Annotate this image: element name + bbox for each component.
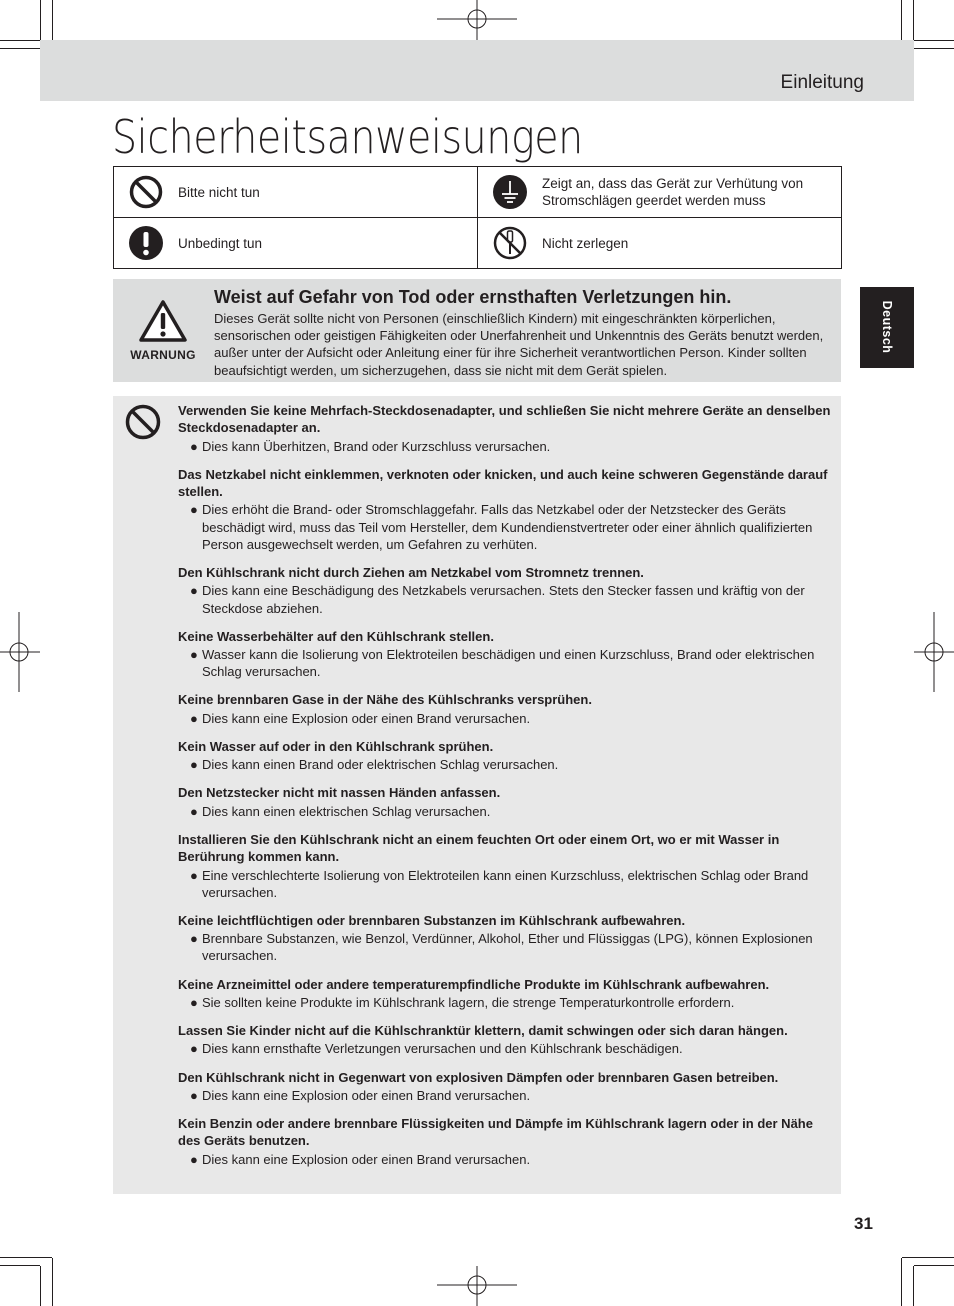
registration-mark-left [0, 612, 40, 692]
rule-heading: Den Netzstecker nicht mit nassen Händen anfassen. [178, 785, 501, 801]
rule-bullet-text: Dies kann einen elektrischen Schlag verursachen. [202, 803, 491, 819]
registration-mark-right [914, 612, 954, 692]
warning-heading: Weist auf Gefahr von Tod oder ernsthaften Verletzungen hin. [214, 287, 732, 307]
warning-box [113, 279, 841, 382]
rule-bullet [178, 994, 838, 1011]
rule-item [178, 912, 838, 965]
rule-item [178, 976, 838, 1012]
bullet-dot: ● [190, 757, 198, 773]
rule-bullet [178, 756, 838, 773]
rule-bullet-text: Dies kann eine Explosion oder einen Brand verursachen. [202, 1151, 531, 1167]
rule-item [178, 784, 838, 820]
rule-item [178, 628, 838, 681]
page-number: 31 [854, 1214, 873, 1233]
symbol-label: Bitte nicht tun [178, 184, 260, 200]
bullet-dot: ● [190, 803, 198, 819]
rule-bullet-text: Eine verschlechterte Isolierung von Elektroteilen kann einen Kurzschluss, elektrischen Schlag oder Brand verursachen. [202, 867, 809, 900]
bullet-dot: ● [190, 1151, 198, 1167]
rule-heading: Kein Benzin oder andere brennbare Flüssigkeiten und Dämpfe im Kühlschrank lagern oder in der Nähe des Geräts benutzen. [178, 1116, 813, 1149]
prohibition-icon [125, 404, 161, 440]
rule-bullet [178, 1151, 838, 1168]
rule-bullet [178, 438, 838, 455]
page-title: Sicherheitsanweisungen [112, 110, 583, 164]
no-disassembly-icon [493, 226, 527, 260]
bullet-dot: ● [190, 1041, 198, 1057]
bullet-dot: ● [190, 994, 198, 1010]
rule-bullet-text: Dies kann einen Brand oder elektrischen Schlag verursachen. [202, 757, 559, 773]
symbol-cell [478, 167, 842, 218]
bullet-dot: ● [190, 502, 198, 518]
rule-bullet [178, 930, 838, 964]
bullet-dot: ● [190, 438, 198, 454]
rule-bullet [178, 1087, 838, 1104]
rule-heading: Lassen Sie Kinder nicht auf die Kühlschranktür klettern, damit schwingen oder sich daran hängen. [178, 1023, 788, 1039]
mandatory-icon [129, 226, 163, 260]
rule-bullet-text: Dies kann ernsthafte Verletzungen verursachen und den Kühlschrank beschädigen. [202, 1041, 683, 1057]
prohibition-icon [129, 175, 163, 209]
language-tab-label: Deutsch [880, 300, 894, 354]
rule-bullet-text: Sie sollten keine Produkte im Kühlschrank lagern, die strenge Temperaturkontrolle erfordern. [202, 994, 735, 1010]
rule-heading: Keine Arzneimittel oder andere temperaturempfindliche Produkte im Kühlschrank aufbewahren. [178, 976, 770, 992]
bullet-dot: ● [190, 583, 198, 599]
registration-mark-top [437, 0, 517, 40]
rule-bullet-text: Dies kann eine Explosion oder einen Brand verursachen. [202, 710, 531, 726]
rule-item [178, 1022, 838, 1058]
registration-mark-bottom [437, 1266, 517, 1306]
rules-list [178, 402, 838, 1179]
rule-bullet [178, 867, 838, 901]
ground-icon [493, 175, 527, 209]
rule-heading: Installieren Sie den Kühlschrank nicht an einem feuchten Ort oder einem Ort, wo er mit Wasser in Berührung kommen kann. [178, 831, 780, 865]
symbol-label: Nicht zerlegen [542, 235, 629, 251]
rule-item [178, 466, 838, 553]
symbol-label: Unbedingt tun [178, 235, 263, 251]
rule-item [178, 1069, 838, 1105]
rule-bullet-text: Dies kann eine Explosion oder einen Brand verursachen. [202, 1087, 531, 1103]
rule-bullet-text: Dies kann eine Beschädigung des Netzkabels verursachen. Stets den Stecker fassen und kräftig von der Steckdose abziehen. [202, 583, 805, 616]
rule-bullet-text: Wasser kann die Isolierung von Elektroteilen beschädigen und einen Kurzschluss, Brand oder elektrischen Schlag verursachen. [202, 647, 815, 680]
symbol-cell [114, 218, 478, 269]
section-title: Einleitung [780, 72, 864, 93]
bullet-dot: ● [190, 931, 198, 947]
bullet-dot: ● [190, 867, 198, 883]
header-bar [40, 40, 914, 101]
rule-item [178, 691, 838, 727]
symbol-label: Zeigt an, dass das Gerät zur Verhütung von Stromschlägen geerdet werden muss [542, 176, 804, 208]
rule-item [178, 1115, 838, 1168]
rule-bullet-text: Brennbare Substanzen, wie Benzol, Verdünner, Alkohol, Ether und Flüssiggas (LPG), können Explosionen verursachen. [202, 931, 813, 964]
rule-item [178, 831, 838, 901]
rule-heading: Kein Wasser auf oder in den Kühlschrank sprühen. [178, 738, 494, 754]
rule-bullet [178, 803, 838, 820]
rule-heading: Keine brennbaren Gase in der Nähe des Kühlschranks versprühen. [178, 692, 592, 708]
bullet-dot: ● [190, 1087, 198, 1103]
rule-heading: Den Kühlschrank nicht durch Ziehen am Netzkabel vom Stromnetz trennen. [178, 565, 644, 580]
rule-bullet [178, 710, 838, 727]
rule-bullet [178, 646, 838, 680]
rule-bullet [178, 501, 838, 553]
rule-heading: Keine leichtflüchtigen oder brennbaren Substanzen im Kühlschrank aufbewahren. [178, 912, 686, 928]
symbol-cell [114, 167, 478, 218]
rule-bullet [178, 1040, 838, 1057]
symbol-legend-table [113, 166, 842, 269]
warning-body: Dieses Gerät sollte nicht von Personen (einschließlich Kindern) mit eingeschränkten körperlichen, sensorischen oder geistigen Fähigkeiten oder Unerfahrenheit und Unkenntnis des Geräts benutzt werden, außer unter der Aufsicht oder Anleitung einer für ihre Sicherheit verantwortlichen Person. Kinder sollten beaufsichtigt werden, um sicherzugehen, dass sie nicht mit dem Gerät spielen. [214, 311, 824, 378]
rule-item [178, 402, 838, 455]
language-tab [860, 287, 914, 368]
rule-heading: Verwenden Sie keine Mehrfach-Steckdosenadapter, und schließen Sie nicht mehrere Geräte an denselben Steckdosenadapter an. [178, 403, 831, 436]
warning-triangle-icon [138, 299, 188, 343]
rule-item [178, 738, 838, 774]
rule-heading: Das Netzkabel nicht einklemmen, verknoten oder knicken, und auch keine schweren Gegenstände darauf stellen. [178, 466, 828, 500]
symbol-cell [478, 218, 842, 269]
rule-bullet-text: Dies erhöht die Brand- oder Stromschlaggefahr. Falls das Netzkabel oder der Netzstecker des Geräts beschädigt wird, muss das Teil vom Hersteller, dem Kundendienstvertreter oder einer ähnlich qualifizierten Person ausgewechselt werden, um Gefahren zu verhüten. [202, 502, 813, 552]
bullet-dot: ● [190, 647, 198, 662]
bullet-dot: ● [190, 710, 198, 726]
rule-item [178, 564, 838, 617]
rule-heading: Keine Wasserbehälter auf den Kühlschrank stellen. [178, 628, 494, 644]
prohibition-rules-panel [113, 396, 841, 1194]
rule-bullet [178, 582, 838, 616]
rule-bullet-text: Dies kann Überhitzen, Brand oder Kurzschluss verursachen. [202, 438, 551, 454]
warning-label: WARNUNG [130, 348, 196, 362]
rule-heading: Den Kühlschrank nicht in Gegenwart von explosiven Dämpfen oder brennbaren Gasen betreiben. [178, 1069, 779, 1085]
